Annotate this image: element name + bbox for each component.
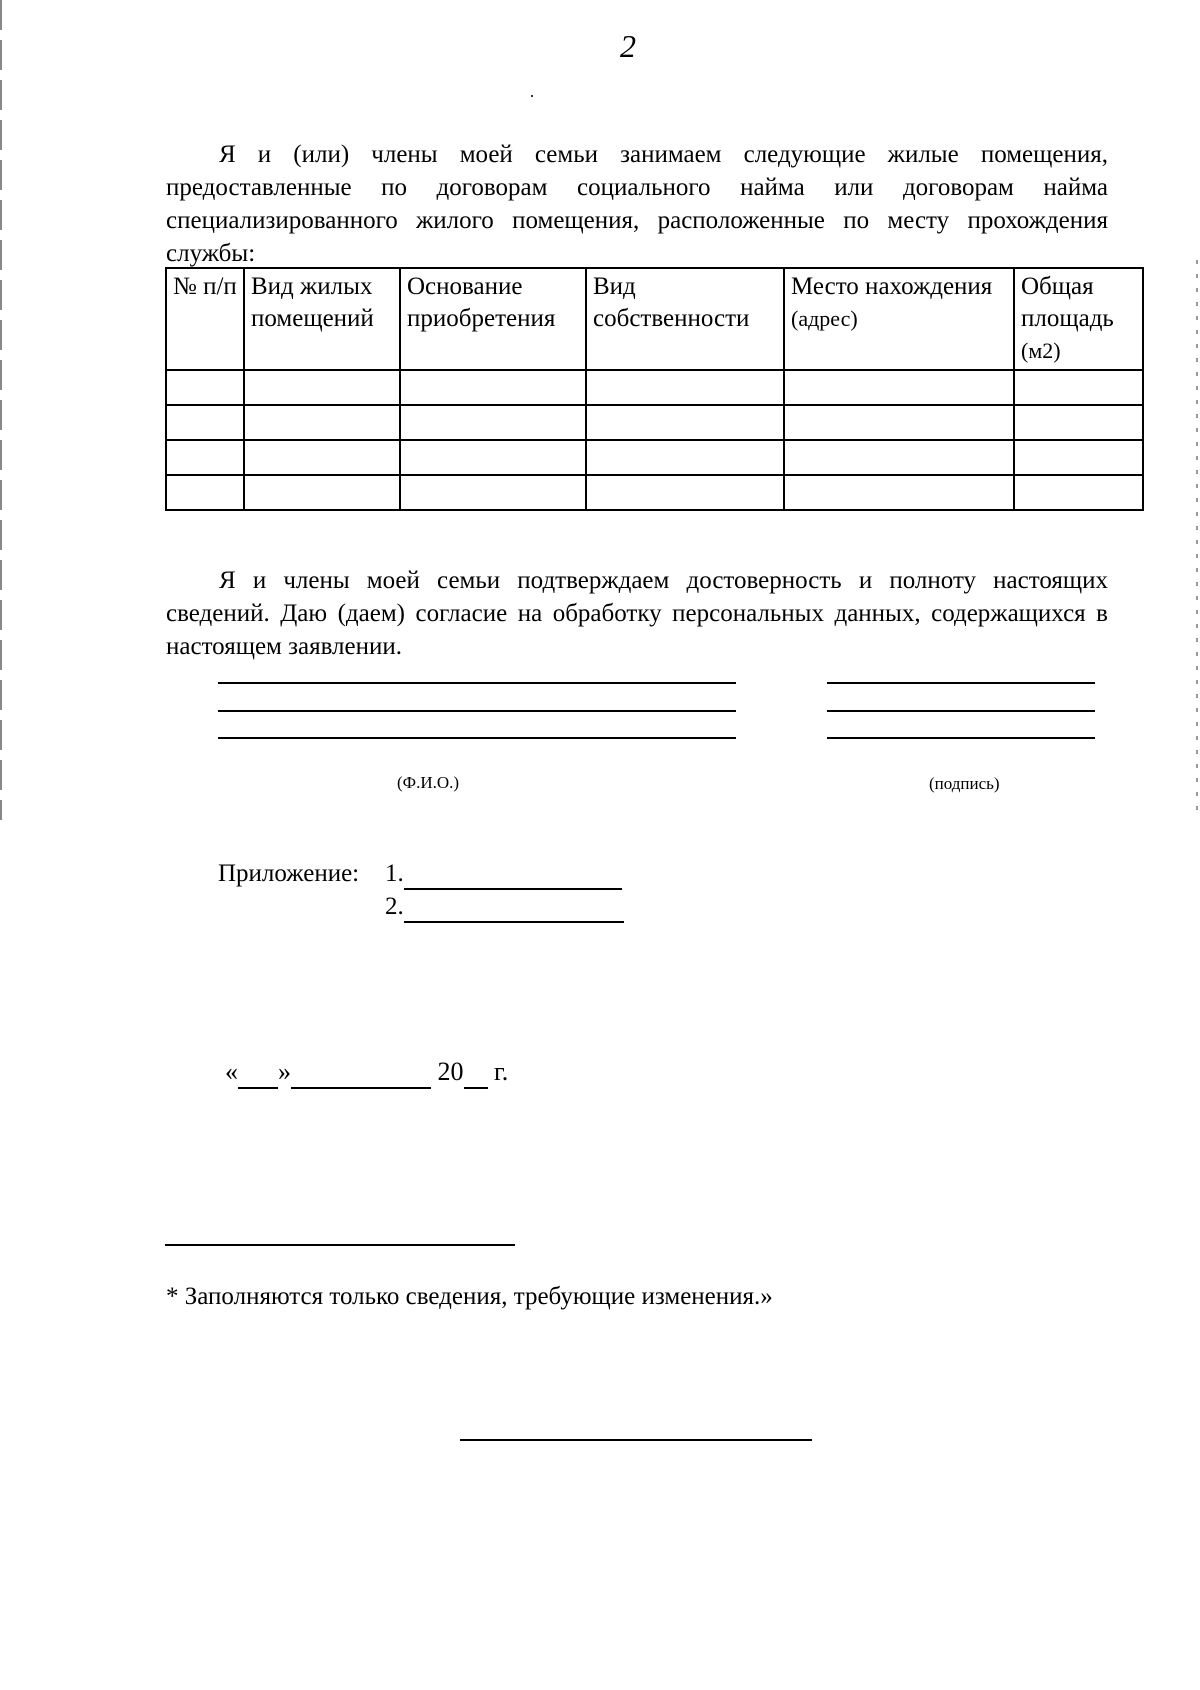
table-cell[interactable] bbox=[400, 405, 586, 440]
table-row bbox=[166, 440, 1143, 475]
scan-left-edge bbox=[0, 0, 2, 820]
day-blank[interactable] bbox=[238, 1057, 278, 1089]
table-cell[interactable] bbox=[586, 370, 784, 405]
footnote-separator bbox=[165, 1244, 515, 1246]
table-cell[interactable] bbox=[784, 440, 1014, 475]
table-cell[interactable] bbox=[586, 440, 784, 475]
date-close-quote: » bbox=[278, 1057, 291, 1086]
signature-line-1[interactable] bbox=[827, 682, 1095, 684]
table-header-row bbox=[166, 268, 1143, 370]
header-cell-number bbox=[166, 268, 244, 370]
header-label: № п/п bbox=[173, 273, 237, 300]
table-cell[interactable] bbox=[784, 475, 1014, 510]
table-cell[interactable] bbox=[784, 370, 1014, 405]
header-sublabel: (м2) bbox=[1021, 338, 1061, 363]
table-row bbox=[166, 475, 1143, 510]
fio-line-3[interactable] bbox=[218, 737, 736, 739]
year-prefix: 20 bbox=[437, 1057, 464, 1086]
date-open-quote: « bbox=[225, 1057, 238, 1086]
table-cell[interactable] bbox=[166, 475, 244, 510]
table-cell[interactable] bbox=[166, 440, 244, 475]
attachment-blank[interactable] bbox=[404, 893, 624, 923]
footnote: * Заполняются только сведения, требующие изменения.» bbox=[166, 1283, 773, 1310]
table-cell[interactable] bbox=[166, 370, 244, 405]
attachments-label: Приложение: bbox=[218, 860, 360, 887]
paragraph-housing-intro: Я и (или) члены моей семьи занимаем следующие жилые помещения, предоставленные по договорам социального найма или договорам найма специализированного жилого помещения, расположенные по месту прохождения службы: bbox=[166, 141, 1108, 267]
table-cell[interactable] bbox=[244, 440, 400, 475]
attachment-item bbox=[385, 893, 624, 923]
table-cell[interactable] bbox=[1014, 405, 1143, 440]
fio-line-1[interactable] bbox=[218, 682, 736, 684]
table-cell[interactable] bbox=[244, 370, 400, 405]
header-label: Место нахождения bbox=[791, 273, 993, 300]
table-cell[interactable] bbox=[784, 405, 1014, 440]
attachment-number: 2. bbox=[385, 893, 404, 920]
fio-caption: (Ф.И.О.) bbox=[397, 773, 460, 792]
attachment-item bbox=[385, 860, 622, 890]
signature-line-2[interactable] bbox=[827, 710, 1095, 712]
table-cell[interactable] bbox=[586, 475, 784, 510]
table-row bbox=[166, 405, 1143, 440]
table-cell[interactable] bbox=[1014, 475, 1143, 510]
signature-line-3[interactable] bbox=[827, 737, 1095, 739]
table-cell[interactable] bbox=[166, 405, 244, 440]
header-label: Основание приобретения bbox=[407, 273, 556, 332]
year-suffix: г. bbox=[494, 1057, 509, 1086]
header-cell-acquisition-basis bbox=[400, 268, 586, 370]
signature-caption: (подпись) bbox=[929, 774, 1000, 793]
scan-right-edge bbox=[1196, 260, 1198, 820]
table-cell[interactable] bbox=[1014, 440, 1143, 475]
table-cell[interactable] bbox=[400, 440, 586, 475]
table-cell[interactable] bbox=[244, 405, 400, 440]
month-blank[interactable] bbox=[291, 1057, 431, 1089]
header-cell-housing-type bbox=[244, 268, 400, 370]
header-cell-location bbox=[784, 268, 1014, 370]
header-sublabel: (адрес) bbox=[791, 306, 858, 331]
table-cell[interactable] bbox=[244, 475, 400, 510]
table-cell[interactable] bbox=[400, 475, 586, 510]
header-label: Вид жилых помещений bbox=[251, 273, 374, 332]
header-cell-ownership-type bbox=[586, 268, 784, 370]
scan-dot bbox=[531, 95, 533, 97]
attachment-number: 1. bbox=[385, 860, 404, 887]
year-blank[interactable] bbox=[464, 1057, 488, 1089]
fio-line-2[interactable] bbox=[218, 710, 736, 712]
date-line bbox=[225, 1057, 508, 1089]
table-cell[interactable] bbox=[1014, 370, 1143, 405]
header-label: Вид собственности bbox=[593, 273, 750, 332]
table-cell[interactable] bbox=[400, 370, 586, 405]
paragraph-consent: Я и члены моей семьи подтверждаем достоверность и полноту настоящих сведений. Даю (даем) согласие на обработку персональных данных, содержащихся в настоящем заявлении. bbox=[166, 567, 1108, 660]
attachment-blank[interactable] bbox=[404, 860, 622, 890]
page-number: 2 bbox=[620, 28, 636, 64]
table-row bbox=[166, 370, 1143, 405]
header-label: Общая площадь bbox=[1021, 273, 1114, 332]
table-cell[interactable] bbox=[586, 405, 784, 440]
end-separator bbox=[460, 1439, 812, 1441]
housing-table bbox=[165, 267, 1144, 511]
header-cell-total-area bbox=[1014, 268, 1143, 370]
